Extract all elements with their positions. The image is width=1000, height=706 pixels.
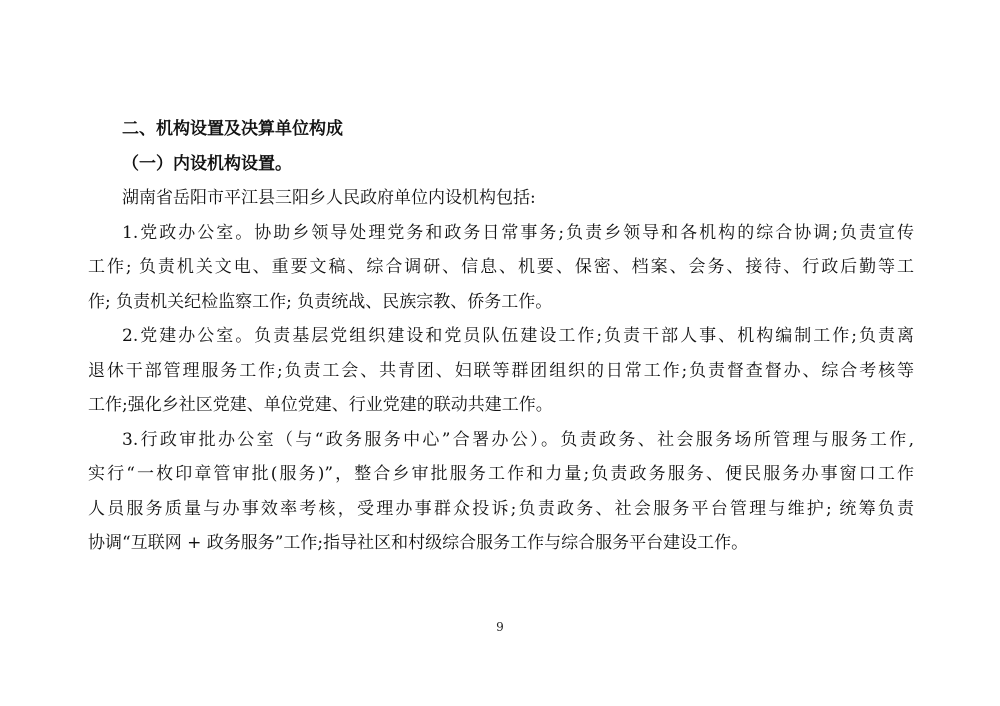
intro-paragraph: 湖南省岳阳市平江县三阳乡人民政府单位内设机构包括: [122,188,536,208]
paragraph-line: 工作; 负责机关文电、重要文稿、综合调研、信息、机要、保密、档案、会务、接待、行政后勤等工 [88,257,914,277]
paragraph-line: 2.党建办公室。负责基层党组织建设和党员队伍建设工作;负责干部人事、机构编制工作;负责离 [122,326,914,346]
paragraph-line: 退休干部管理服务工作;负责工会、共青团、妇联等群团组织的日常工作;负责督查督办、综合考核等 [88,360,914,381]
paragraph-line: 人员服务质量与办事效率考核，受理办事群众投诉;负责政务、社会服务平台管理与维护; 统筹负责 [88,498,914,519]
paragraph-line: 3.行政审批办公室（与“政务服务中心”合署办公）。负责政务、社会服务场所管理与服务工作, [122,429,914,450]
paragraph-line: 1.党政办公室。协助乡领导处理党务和政务日常事务;负责乡领导和各机构的综合协调;负责宣传 [122,222,914,243]
paragraph-item-1 [88,216,914,320]
page-number: 9 [496,620,504,634]
paragraph-item-3 [88,423,914,561]
paragraph-line: 工作;强化乡社区党建、单位党建、行业党建的联动共建工作。 [88,395,553,415]
sub-heading: （一）内设机构设置。 [122,153,292,174]
section-heading: 二、机构设置及决算单位构成 [122,119,343,139]
paragraph-line: 作; 负责机关纪检监察工作; 负责统战、民族宗教、侨务工作。 [88,291,553,312]
paragraph-item-2 [88,319,914,423]
document-body [88,112,914,561]
paragraph-line: 实行“一枚印章管审批(服务)”，整合乡审批服务工作和力量;负责政务服务、便民服务办事窗口工作 [88,464,914,484]
paragraph-line: 协调“互联网 + 政务服务”工作;指导社区和村级综合服务工作与综合服务平台建设工作。 [88,533,749,553]
